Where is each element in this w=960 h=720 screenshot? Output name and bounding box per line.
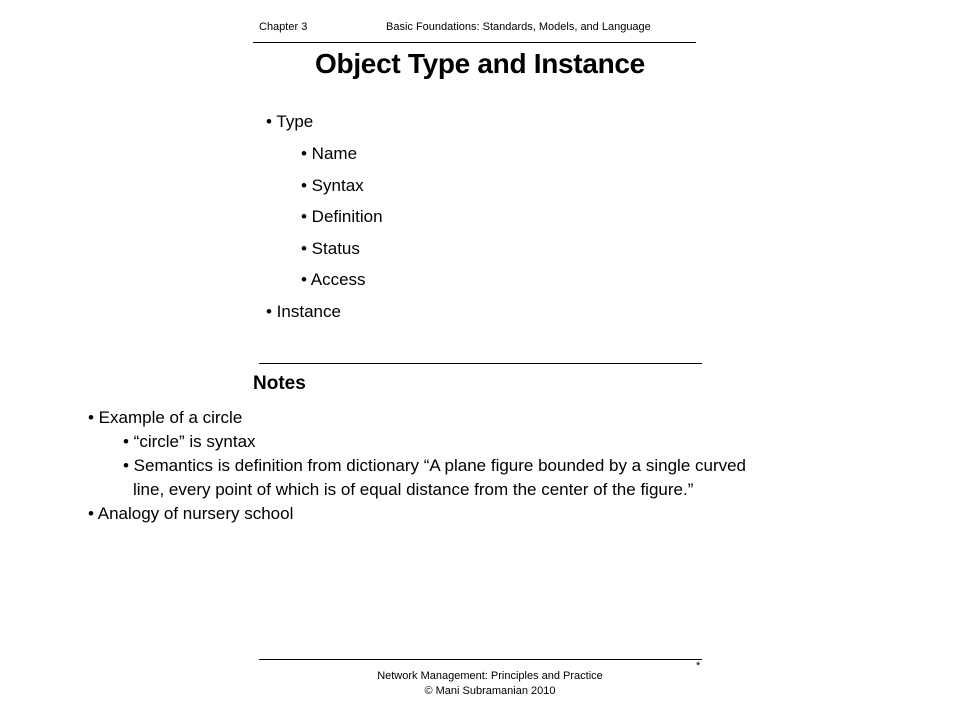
note-nursery-school: • Analogy of nursery school [88, 504, 294, 523]
note-circle-syntax: • “circle” is syntax [123, 432, 256, 451]
note-circle-example: • Example of a circle [88, 408, 243, 427]
chapter-label: Chapter 3 [259, 21, 308, 33]
notes-heading: Notes [253, 373, 306, 394]
footer-copyright: © Mani Subramanian 2010 [424, 685, 556, 697]
bullet-type: • Type [266, 112, 314, 131]
note-semantics-line1: • Semantics is definition from dictionary “A plane figure bounded by a single curved [123, 456, 747, 475]
notes-rule [259, 363, 702, 364]
bullet-status: • Status [301, 239, 360, 258]
section-title: Basic Foundations: Standards, Models, and Language [386, 21, 651, 33]
bullet-access: • Access [301, 270, 366, 289]
bullet-name: • Name [301, 144, 358, 163]
footer-book-title: Network Management: Principles and Practice [377, 670, 603, 682]
slide-title: Object Type and Instance [315, 48, 645, 79]
bullet-syntax: • Syntax [301, 176, 364, 195]
header-rule [253, 42, 696, 43]
footer-mark: * [696, 660, 701, 672]
note-semantics-line2: line, every point of which is of equal distance from the center of the figure.” [133, 480, 694, 499]
bullet-instance: • Instance [266, 302, 341, 321]
bullet-definition: • Definition [301, 207, 383, 226]
footer-rule [259, 659, 702, 660]
